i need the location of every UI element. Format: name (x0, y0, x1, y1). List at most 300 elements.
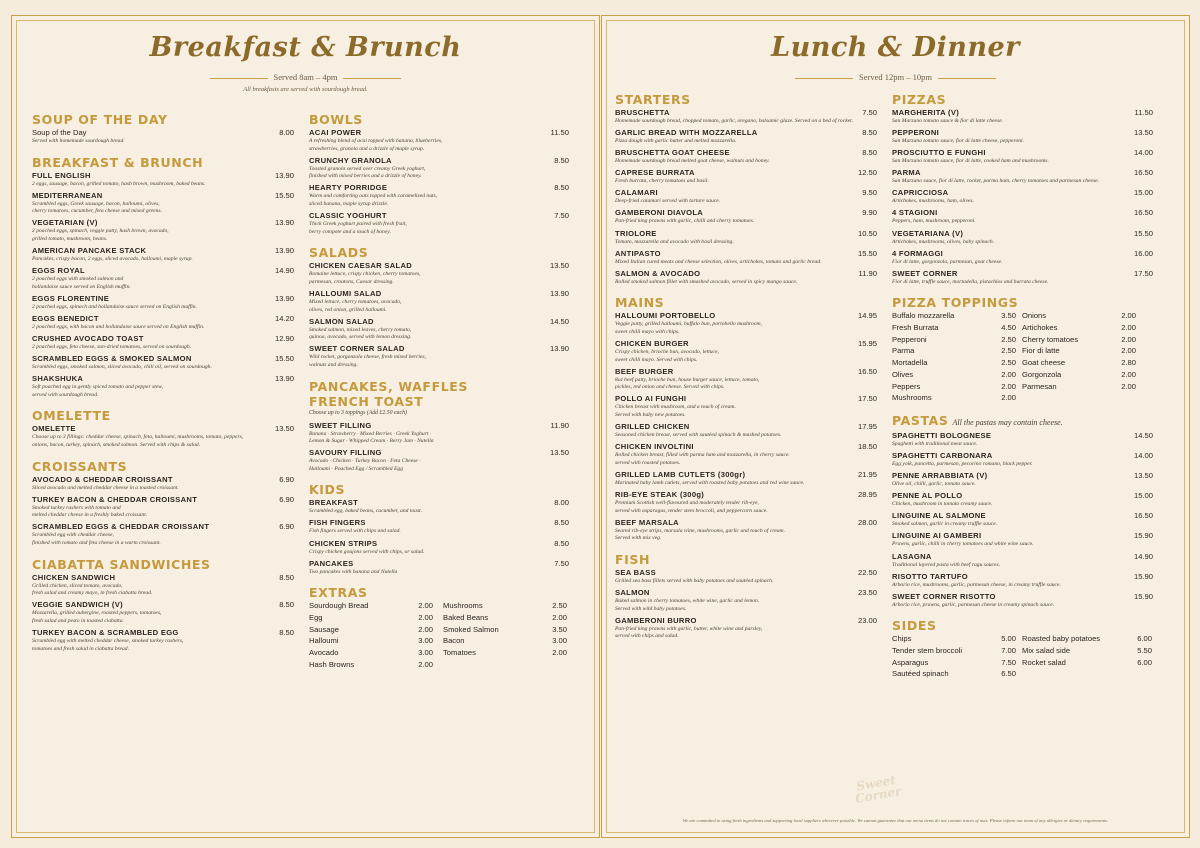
menu-item-row (892, 228, 1153, 239)
menu-item-row (615, 441, 877, 452)
item-price: 8.50 (554, 518, 569, 528)
item-description: Pan-fried king prawns with garlic, chilli and cherry tomatoes. (615, 218, 755, 225)
menu-item (32, 265, 294, 291)
list-item (309, 612, 433, 624)
menu-sections (892, 92, 1153, 286)
item-price: 23.50 (857, 587, 877, 597)
item-price: 13.90 (274, 374, 294, 384)
allergy-footnote: We are committed to using fresh ingredients and supporting local suppliers wherever possible. We cannot guarantee that our menu items do not contain traces of nuts. Please inform our team of any allergies or dietary requirements. (682, 818, 1109, 823)
sides-section (892, 618, 1153, 680)
list-item (1022, 633, 1152, 645)
item-price: 14.90 (1133, 551, 1153, 561)
item-name: CHICKEN SANDWICH (32, 572, 116, 582)
menu-item-row (615, 310, 877, 321)
menu-item-row (615, 393, 877, 404)
item-name: LINGUINE AL SALMONE (892, 511, 986, 521)
item-price: 6.00 (1137, 634, 1152, 644)
item-description: 8oz beef patty, brioche bun, house burger sauce, lettuce, tomato, pickles, red onion and cheese. Served with chips. (615, 376, 760, 391)
menu-item-row (32, 313, 294, 324)
item-price: 11.50 (1134, 108, 1153, 117)
item-price: 2.00 (418, 601, 433, 611)
list-item (309, 635, 433, 647)
item-name: Olives (892, 369, 914, 379)
menu-item (615, 167, 877, 186)
item-name: RIB-EYE STEAK (300g) (615, 489, 705, 499)
item-price: 7.50 (554, 558, 569, 568)
item-description: Toasted granola served over creamy Greek yoghurt, finished with mixed berries and a drizzle of honey. (309, 165, 426, 180)
menu-item (615, 421, 877, 440)
menu-item (892, 490, 1153, 509)
item-price: 5.00 (1001, 634, 1016, 644)
section-note: Choose up to 3 toppings (Add £2.50 each) (309, 409, 407, 416)
menu-item-row (32, 170, 294, 181)
bowls-section (309, 112, 569, 236)
item-price: 16.50 (1133, 511, 1153, 521)
item-name: PROSCIUTTO E FUNGHI (892, 148, 986, 158)
extras-section (309, 585, 569, 670)
starters-section (615, 92, 877, 286)
section-title: PANCAKES, WAFFLES FRENCH TOAST (309, 378, 469, 409)
menu-item-row (615, 517, 877, 528)
menu-item-row (309, 558, 569, 569)
menu-item (32, 313, 294, 332)
item-name: SHAKSHUKA (32, 374, 84, 384)
menu-item (309, 210, 569, 236)
item-description: Baked salmon in cherry tomatoes, white wine, garlic and lemon. Served with wild baby potatoes. (615, 597, 760, 612)
item-name: CLASSIC YOGHURT (309, 211, 387, 221)
item-description: Egg yolk, pancetta, parmesan, pecorino romano, black pepper. (892, 461, 1033, 468)
menu-item-row (32, 265, 294, 276)
item-name: Mix salad side (1022, 646, 1071, 656)
item-description: Wild rocket, gorgonzola cheese, fresh mixed berries, walnuts and dressing. (309, 354, 426, 368)
item-name: Peppers (892, 381, 921, 391)
item-price: 3.50 (552, 624, 567, 634)
menu-item-row (32, 217, 294, 228)
item-description: Fior di latte, gorgonzola, parmesan, goat cheese. (892, 258, 1003, 265)
section-note: All the pastas may contain cheese. (952, 417, 1063, 427)
section-title: STARTERS (615, 92, 691, 107)
menu-item-row (615, 615, 877, 626)
item-description: Crispy chicken goujons served with chips, or salad. (309, 548, 425, 555)
menu-item (615, 207, 877, 226)
menu-item-row (32, 353, 294, 364)
item-price: 8.50 (554, 155, 569, 165)
section-title: OMELETTE (32, 408, 111, 424)
item-description: Avocado · Chicken · Turkey Bacon · Feta Cheese · Halloumi · Poached Egg / Scrambled Egg (309, 458, 421, 472)
section-title: MAINS (615, 295, 665, 311)
item-price: 4.50 (1001, 323, 1016, 333)
item-price: 2.00 (552, 612, 567, 622)
item-price: 15.50 (274, 354, 294, 364)
menu-item-row (32, 373, 294, 384)
menu-item-row (615, 248, 877, 259)
menu-item (309, 127, 569, 153)
menu-item-row (309, 260, 569, 271)
item-price: 17.50 (857, 394, 877, 404)
omelette-section (32, 408, 294, 449)
menu-item-row (892, 248, 1153, 259)
menu-item-row (615, 489, 877, 500)
item-price: 2.80 (1121, 358, 1136, 368)
item-name: Parmesan (1022, 381, 1057, 391)
item-name: SAVOURY FILLING (309, 448, 382, 458)
list-item (443, 635, 567, 647)
item-description: Chicken, mushroom in tomato creamy sauce. (892, 501, 993, 508)
list-item (1022, 334, 1136, 346)
section-title: PIZZA TOPPINGS (892, 295, 1019, 311)
menu-item (892, 450, 1153, 469)
menu-item-row (32, 245, 294, 256)
item-name: MEDITERRANEAN (32, 190, 103, 200)
list-item (1022, 357, 1136, 369)
item-description: Smoked turkey rashers with tomato and melted cheddar cheese in a freshly baked croissant. (32, 504, 148, 519)
item-name: GAMBERONI DIAVOLA (615, 208, 704, 218)
menu-item-row (309, 420, 569, 431)
item-price: 18.50 (857, 442, 877, 452)
item-price: 8.50 (279, 627, 294, 637)
item-price: 15.90 (1133, 591, 1153, 601)
item-name: CRUSHED AVOCADO TOAST (32, 334, 144, 344)
item-price: 2.00 (1121, 334, 1136, 344)
item-price: 6.90 (279, 474, 294, 484)
item-name: PANCAKES (309, 558, 354, 568)
item-price: 28.00 (857, 517, 877, 527)
menu-item (32, 245, 294, 264)
item-description: Sliced avocado and melted cheddar cheese in a toasted croissant. (32, 484, 179, 491)
item-price: 13.90 (549, 344, 569, 354)
menu-item-row (892, 147, 1153, 158)
menu-item (309, 558, 569, 577)
menu-item-row (615, 147, 877, 158)
item-price: 14.00 (1133, 451, 1153, 461)
menu-item (32, 521, 294, 547)
divider (210, 78, 268, 79)
item-name: Fresh Burrata (892, 323, 939, 333)
list-item (1022, 369, 1136, 381)
menu-item-row (892, 430, 1153, 441)
item-description: Grilled sea bass fillets served with baby potatoes and sautéed spinach. (615, 577, 774, 584)
menu-item-row (32, 599, 294, 610)
item-description: Prawns, garlic, chilli in cherry tomatoes and white wine sauce. (892, 541, 1034, 548)
item-price: 7.50 (1001, 657, 1016, 667)
list-item (1022, 322, 1136, 334)
item-description: Choose up to 3 fillings: cheddar cheese, spinach, feta, halloumi, mushrooms, tomato, peppers, onions, bacon, turkey, spinach, smoked salmon. Served with chips & salad. (32, 434, 244, 448)
item-name: Onions (1022, 311, 1047, 321)
menu-item (892, 127, 1153, 146)
item-price: 2.50 (552, 601, 567, 611)
item-name: Smoked Salmon (443, 624, 499, 634)
item-name: Egg (309, 612, 323, 622)
item-price: 21.95 (857, 469, 877, 479)
list-item (309, 600, 433, 612)
list-item (892, 645, 1016, 657)
item-price: 2.00 (1001, 381, 1016, 391)
list-item (309, 647, 433, 659)
section-title: CIABATTA SANDWICHES (32, 556, 211, 572)
item-description: 2 poached eggs, feta cheese, sun-dried tomatoes, served on sourdough. (32, 344, 192, 351)
item-price: 13.90 (274, 293, 294, 303)
item-description: Fior di latte, truffle sauce, mortadella, pistachios and burrata cheese. (892, 278, 1049, 285)
page-title: Lunch & Dinner (771, 32, 1020, 63)
menu-item-row (892, 551, 1153, 562)
menu-item-row (615, 366, 877, 377)
item-name: BREAKFAST (309, 498, 359, 508)
menu-item-row (615, 107, 877, 118)
item-name: Bacon (443, 636, 465, 646)
item-description: Scrambled egg, baked beans, cucumber, and toast. (309, 508, 423, 515)
item-price: 7.50 (862, 108, 877, 117)
item-price: 14.20 (274, 313, 294, 323)
section-title: BREAKFAST & BRUNCH (32, 154, 204, 170)
menu-item (615, 587, 877, 613)
menu-item (615, 187, 877, 206)
item-name: Mushrooms (892, 393, 932, 403)
menu-item-row (615, 127, 877, 138)
menu-item (32, 190, 294, 216)
item-name: SWEET CORNER SALAD (309, 344, 405, 354)
item-description: Mixed lettuce, cherry tomatoes, avocado, olives, red onion, grilled halloumi. (309, 298, 402, 313)
item-name: FULL ENGLISH (32, 170, 91, 180)
item-description: 2 eggs, sausage, bacon, grilled tomato, hash brown, mushroom, baked beans. (32, 180, 206, 187)
menu-item-row (32, 293, 294, 304)
list-item (892, 322, 1016, 334)
item-price: 15.00 (1133, 188, 1153, 198)
menu-item (892, 430, 1153, 449)
item-name: HALLOUMI SALAD (309, 288, 382, 298)
item-description: Thick Greek yoghurt paired with fresh fruit, berry compote and a touch of honey. (309, 221, 407, 235)
item-description: Fresh burrata, cherry tomatoes and basil. (615, 178, 709, 185)
item-price: 6.90 (279, 522, 294, 532)
item-description: Crispy chicken, brioche bun, avocado, lettuce, sweet chilli mayo. Served with chips. (615, 349, 719, 363)
menu-item (615, 469, 877, 488)
item-price: 6.50 (1001, 669, 1016, 679)
item-price: 11.90 (550, 420, 569, 430)
menu-item-row (892, 470, 1153, 481)
item-price: 17.95 (857, 422, 877, 432)
item-description: Marinated baby lamb cutlets, served with roasted baby potatoes and red wine sauce. (615, 479, 805, 486)
list-item (1022, 645, 1152, 657)
menu-item-row (892, 187, 1153, 198)
section-title: FISH (615, 551, 651, 567)
item-price: 3.00 (418, 648, 433, 658)
list-item (1022, 381, 1136, 393)
item-price: 13.50 (549, 448, 569, 458)
item-name: CAPRICCIOSA (892, 188, 949, 198)
item-name: RISOTTO TARTUFO (892, 571, 968, 581)
pancakes-waffles-french-toast-section (309, 379, 569, 474)
pastas-section (892, 413, 1153, 609)
menu-item (309, 288, 569, 314)
menu-column-left (615, 92, 877, 650)
menu-item-row (615, 421, 877, 432)
section-title: PASTAS All the pastas may contain cheese. (892, 412, 1063, 428)
list-item (1022, 310, 1136, 322)
item-name: TURKEY BACON & SCRAMBLED EGG (32, 627, 179, 637)
menu-item-row (892, 510, 1153, 521)
item-name: Tomatoes (443, 648, 476, 658)
menu-item (892, 107, 1153, 126)
item-price: 8.50 (862, 148, 877, 158)
menu-item-row (892, 167, 1153, 178)
item-description: Scrambled eggs, smoked salmon, sliced avocado, chili oil, served on sourdough. (32, 364, 212, 371)
item-name: Sausage (309, 624, 339, 634)
menu-item-row (892, 591, 1153, 602)
item-price: 8.50 (279, 572, 294, 582)
item-price: 15.90 (1133, 531, 1153, 541)
menu-item (615, 310, 877, 336)
menu-item (615, 268, 877, 287)
item-name: LASAGNA (892, 551, 932, 561)
menu-column-right (892, 92, 1153, 689)
item-price: 2.00 (418, 612, 433, 622)
menu-item (615, 517, 877, 543)
menu-item (32, 627, 294, 653)
menu-item-row (892, 207, 1153, 218)
item-price: 2.00 (1121, 369, 1136, 379)
item-name: BEEF BURGER (615, 366, 674, 376)
croissants-section (32, 459, 294, 548)
menu-item (309, 447, 569, 473)
item-price: 8.00 (554, 498, 569, 508)
item-price: 15.95 (857, 339, 877, 349)
item-description: Scrambled eggs, Greek sausage, bacon, halloumi, olives, cherry tomatoes, cucumber, feta cheese and mixed greens. (32, 200, 162, 215)
item-price: 6.90 (279, 494, 294, 504)
item-description: San Marzano sauce, fior di latte, rocket, parma ham, cherry tomatoes and parmesan cheese. (892, 178, 1100, 185)
fish-section (615, 552, 877, 641)
mains-section (615, 295, 877, 543)
item-price: 2.00 (1121, 381, 1136, 391)
list-item (892, 657, 1016, 669)
item-description: A refreshing blend of acai topped with banana, blueberries, strawberries, granola and a drizzle of maple syrup. (309, 138, 443, 152)
item-name: VEGGIE SANDWICH (V) (32, 600, 123, 610)
pizza-toppings-section (892, 295, 1153, 404)
item-description: Arborio rice, prawns, garlic, parmesan cheese in creamy spinach sauce. (892, 601, 1055, 608)
item-price: 2.00 (1001, 393, 1016, 403)
item-description: San Marzano tomato sauce, fior di latte, cooked ham and mushrooms. (892, 158, 1049, 165)
list-item (443, 624, 567, 636)
item-price: 13.50 (274, 424, 294, 434)
item-price: 22.50 (857, 567, 877, 577)
item-name: Mortadella (892, 358, 928, 368)
list-item (443, 647, 567, 659)
item-description: San Marzano tomato sauce, fior di latte cheese, pepperoni. (892, 138, 1025, 145)
item-price: 12.90 (274, 334, 294, 344)
toppings-grid (892, 310, 1153, 404)
menu-item-row (615, 228, 877, 239)
item-name: SWEET CORNER RISOTTO (892, 591, 996, 601)
list-item (892, 381, 1016, 393)
item-price: 13.90 (549, 288, 569, 298)
menu-item-row (615, 167, 877, 178)
menu-item (892, 207, 1153, 226)
menu-item-row (892, 530, 1153, 541)
item-price: 2.00 (1121, 311, 1136, 321)
toppings-list (892, 310, 1016, 404)
list-item (309, 624, 433, 636)
sweet-corner-logo: Sweet Corner (854, 772, 903, 806)
item-description: 2 poached eggs, spinach, veggie patty, hash brown, avocado, grilled tomato, mushroom, beans. (32, 228, 169, 242)
item-description: Grilled chicken, sliced tomato, avocado, fresh salad and creamy mayo, in fresh ciabatta bread. (32, 582, 153, 597)
menu-item-row (309, 343, 569, 354)
menu-item (615, 393, 877, 419)
menu-item-row (309, 155, 569, 166)
item-price: 5.50 (1137, 646, 1152, 656)
soup-of-the-day-section (32, 112, 294, 146)
item-name: SCRAMBLED EGGS & CHEDDAR CROISSANT (32, 522, 210, 532)
menu-item-row (309, 127, 569, 138)
item-name: Buffalo mozzarella (892, 311, 955, 321)
menu-item (309, 316, 569, 342)
menu-item-row (32, 627, 294, 638)
menu-item-row (309, 517, 569, 528)
menu-item-row (615, 207, 877, 218)
item-name: VEGETARIANA (V) (892, 228, 964, 238)
menu-item (615, 228, 877, 247)
item-price: 15.50 (857, 248, 877, 258)
menu-item (892, 248, 1153, 267)
item-name: SPAGHETTI CARBONARA (892, 451, 993, 461)
menu-item-row (32, 190, 294, 201)
list-item (892, 668, 1016, 680)
item-description: Soft poached egg in gently spiced tomato and pepper stew, served with sourdough bread. (32, 384, 164, 398)
item-price: 2.50 (1001, 334, 1016, 344)
item-name: CHICKEN INVOLTINI (615, 442, 694, 452)
menu-item-row (615, 187, 877, 198)
item-name: PARMA (892, 168, 921, 178)
item-name: SWEET FILLING (309, 420, 372, 430)
menu-sections (309, 112, 569, 576)
item-price: 14.90 (274, 266, 294, 276)
menu-item (615, 567, 877, 586)
item-name: EGGS BENEDICT (32, 313, 99, 323)
menu-item (615, 127, 877, 146)
menu-item-row (309, 288, 569, 299)
menu-item (892, 147, 1153, 166)
menu-item-row (32, 333, 294, 344)
item-description: Scrambled egg with melted cheddar cheese, smoked turkey rashers, tomatoes and fresh salad in ciabatta bread. (32, 637, 184, 652)
item-name: POLLO AI FUNGHI (615, 394, 687, 404)
item-description: Fish fingers served with chips and salad. (309, 528, 401, 535)
menu-item (32, 170, 294, 189)
list-item (1022, 345, 1136, 357)
item-price: 9.50 (862, 188, 877, 198)
lunch-dinner-menu-page (601, 15, 1190, 838)
menu-item-row (309, 316, 569, 327)
item-price: 28.95 (857, 489, 877, 499)
item-description: Pan-fried king prawns with garlic, butter, white wine and parsley, served with chips and salad. (615, 625, 763, 640)
extras-grid (309, 600, 569, 670)
menu-item-row (892, 450, 1153, 461)
item-name: Sautéed spinach (892, 669, 949, 679)
item-description: Pancakes, crispy bacon, 2 eggs, sliced avocado, halloumi, maple syrup. (32, 256, 193, 263)
menu-item-row (32, 127, 294, 138)
item-price: 3.50 (1001, 311, 1016, 321)
menu-item (309, 155, 569, 181)
item-name: Artichokes (1022, 323, 1058, 333)
item-price: 16.50 (1133, 208, 1153, 218)
item-description: Served with homemade sourdough bread. (32, 138, 125, 144)
item-price: 8.50 (554, 183, 569, 193)
item-price: 8.00 (279, 128, 294, 137)
item-description: Traditional layered pasta with beef ragu sauces. (892, 561, 1001, 568)
section-title: CROISSANTS (32, 458, 128, 474)
item-name: AVOCADO & CHEDDAR CROISSANT (32, 474, 173, 484)
item-name: Chips (892, 634, 912, 644)
item-name: GAMBERONI BURRO (615, 615, 697, 625)
menu-item (32, 217, 294, 243)
item-description: 2 poached eggs, with bacon and hollandaise sauce served on English muffin. (32, 323, 205, 330)
menu-item (309, 420, 569, 446)
